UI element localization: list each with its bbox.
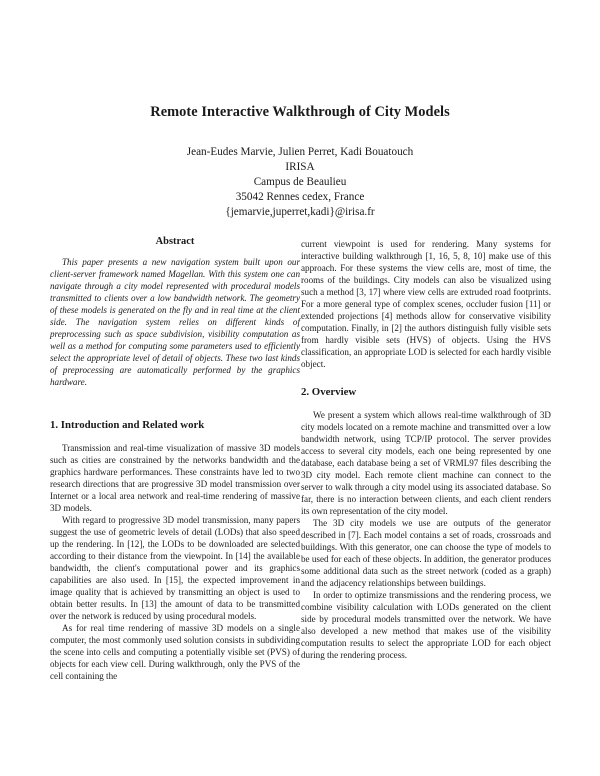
section-2-paragraph: In order to optimize transmissions and the rendering process, we combine visibility calculation with LODs generated on the client side by procedural models transmitted over the network. We have also developed a new method that makes use of the visibility computation results to select the appropriate LOD for each object during the rendering process. (301, 590, 551, 660)
author-names: Jean-Eudes Marvie, Julien Perret, Kadi Bouatouch (186, 146, 414, 158)
author-emails: {jemarvie,juperret,kadi}@irisa.fr (225, 206, 375, 218)
paper-title: Remote Interactive Walkthrough of City Models (150, 104, 450, 120)
author-block (0, 145, 600, 220)
section-1-paragraph: Transmission and real-time visualization of massive 3D models such as cities are constrained by the networks bandwidth and the graphics hardware performances. These constraints have led to two research directions that are progressive 3D model transmission over Internet or a local area network and real-time rendering of massive 3D models. (50, 443, 300, 513)
author-address-line2: 35042 Rennes cedex, France (235, 191, 365, 203)
right-column (301, 238, 551, 661)
continuation-paragraph: current viewpoint is used for rendering. Many systems for interactive building walkthrough [1, 16, 5, 8, 10] make use of this approach. For these systems the view cells are, most of time, the rooms of the buildings. City models can also be visualized using such a method [3, 17] where view cells are extruded road footprints. For a more general type of complex scenes, occluder fusion [11] or extended projections [4] methods allow for conservative visibility computation. Finally, in [2] the authors distinguish fully visible sets from hardly visible sets (HVS) of objects. Using the HVS classification, an appropriate LOD is selected for each hardly visible object. (301, 239, 551, 369)
author-address-line1: Campus de Beaulieu (253, 176, 347, 188)
section-2-paragraph: The 3D city models we use are outputs of the generator described in [7]. Each model contains a set of roads, crossroads and buildings. With this generator, one can choose the type of models to be used for each of these objects. In addition, the generator produces some additional data such as the street network (coded as a graph) and the adjacency relationships between buildings. (301, 518, 551, 588)
section-1-heading: 1. Introduction and Related work (50, 419, 205, 431)
section-1-paragraph: As for real time rendering of massive 3D models on a single computer, the most commonly used solution consists in subdividing the scene into cells and computing a potentially visible set (PVS) of objects for each view cell. During walkthrough, only the PVS of the cell containing the (50, 623, 300, 681)
left-column (50, 236, 300, 682)
abstract-text: This paper presents a new navigation system built upon our client-server framework named Magellan. With this system one can navigate through a city model represented with procedural models transmitted to clients over a low bandwidth network. The geometry of these models is generated on the fly and in real time at the client side. The navigation system relies on different kinds of preprocessing such as space subdivision, visibility computation as well as a method for computing some parameters used to efficiently select the appropriate level of detail of objects. These two last kinds of preprocessing are automatically performed by the graphics hardware. (50, 257, 300, 387)
author-institution: IRISA (285, 161, 315, 173)
section-2-paragraph: We present a system which allows real-time walkthrough of 3D city models located on a remote machine and transmitted over a low bandwidth network, using TCP/IP protocol. The server provides access to several city models, each one being represented by one database, each database being a set of VRML97 files describing the 3D city model. Each remote client machine can connect to the server to walk through a city model using its associated database. So far, there is no interaction between clients, and each client renders its own representation of the city model. (301, 410, 551, 516)
abstract-heading: Abstract (155, 236, 195, 247)
section-2-heading: 2. Overview (301, 386, 357, 398)
section-1-paragraph: With regard to progressive 3D model transmission, many papers suggest the use of geometric levels of detail (LODs) that also speed up the rendering. In [12], the LODs to be downloaded are selected according to their distance from the viewpoint. In [14] the available bandwidth, the client's computational power and its graphics capabilities are also used. In [15], the expected improvement in image quality that is achieved by transmitting an object is used to obtain better results. In [13] the amount of data to be transmitted over the network is reduced by using procedural models. (50, 515, 300, 621)
